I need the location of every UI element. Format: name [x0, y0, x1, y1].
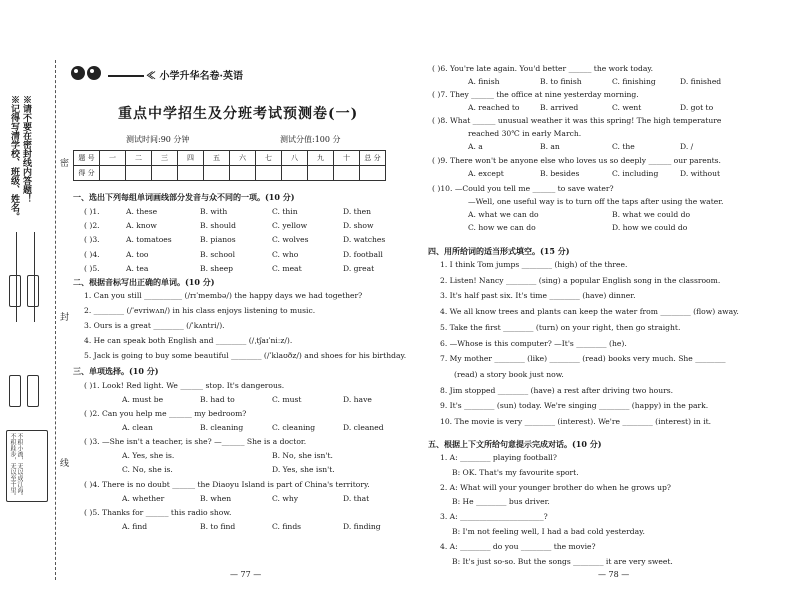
score-table	[73, 150, 386, 181]
score-cell[interactable]	[360, 166, 386, 181]
page-number-left: — 77 —	[230, 570, 262, 579]
section-3-heading: 三、单项选择。(10 分)	[73, 366, 159, 376]
score-cell[interactable]	[230, 166, 256, 181]
q3-option: A. what we can do	[468, 210, 539, 219]
q3-option: B. besides	[540, 169, 580, 178]
q3-option: C. finds	[272, 522, 302, 531]
q4-line: 5. Take the first ________ (turn) on your right, then go straight.	[440, 322, 681, 332]
q1-number: ( )4.	[84, 249, 100, 259]
q3-option: B. when	[200, 494, 232, 503]
section-4-heading: 四、用所给词的适当形式填空。(15 分)	[428, 246, 570, 256]
q1-option-d: D. football	[343, 249, 383, 259]
q3-stem: ( )7. They ______ the office at nine yesterday morning.	[432, 90, 639, 99]
score-header-cell: 七	[256, 151, 282, 166]
section-1-heading: 一、选出下列每组单词画线部分发音与众不同的一项。(10 分)	[73, 192, 295, 202]
q3-option: C. must	[272, 395, 302, 404]
score-header-cell: 十	[334, 151, 360, 166]
q3-option: B. an	[540, 142, 560, 151]
q1-option-c: C. who	[272, 249, 299, 259]
q3-option: C. went	[612, 103, 642, 112]
q5-line: B: I'm not feeling well, I had a bad cold yesterday.	[452, 527, 645, 536]
q3-stem: ( )2. Can you help me ______ my bedroom?	[84, 409, 247, 418]
q1-option-b: B. with	[200, 207, 228, 216]
q3-stem-cont: —Well, one useful way is to turn off the taps after using the water.	[468, 197, 724, 206]
q3-option: B. what we could do	[612, 210, 691, 219]
notice-vertical: ※请不要在密封线内答题！	[21, 95, 31, 203]
page-number-right: — 78 —	[598, 570, 630, 579]
score-row-label: 得 分	[74, 166, 100, 181]
q1-option-b: B. sheep	[200, 263, 234, 273]
q3-stem: ( )8. What ______ unusual weather it was this spring! The high temperature	[432, 116, 722, 125]
q3-option: A. clean	[122, 423, 153, 432]
score-header-cell: 二	[126, 151, 152, 166]
q3-option: D. without	[680, 169, 721, 178]
q4-line: 6. —Whose is this computer? —It's ________ (he).	[440, 338, 627, 348]
field-box-1	[9, 275, 21, 307]
q3-option: D. got to	[680, 103, 714, 112]
exam-score-total: 测试分值:100 分	[280, 135, 341, 144]
q3-option: C. including	[612, 169, 659, 178]
exam-title: 重点中学招生及分班考试预测卷(一)	[118, 106, 359, 122]
q2-line: 3. Ours is a great ________ (/ˈkʌntri/).	[84, 321, 225, 330]
score-cell[interactable]	[178, 166, 204, 181]
q1-option-a: A. know	[126, 221, 157, 231]
q3-option: A. whether	[122, 494, 165, 503]
q2-line: 2. ________ (/ˈevriwʌn/) in his class enjoys listening to music.	[84, 306, 316, 315]
q3-option: A. Yes, she is.	[122, 451, 175, 460]
motto-text: 不积小流，无以成江海。不积跬步，无以至千里。	[9, 433, 23, 499]
score-header-cell: 一	[100, 151, 126, 166]
seal-feng: 封	[60, 313, 70, 323]
q2-line: 5. Jack is going to buy some beautiful ________ (/ˈklaʊðz/) and shoes for his birthday.	[84, 351, 407, 360]
q4-line: 2. Listen! Nancy ________ (sing) a popular English song in the classroom.	[440, 275, 721, 285]
q3-option: C. why	[272, 494, 299, 503]
score-header-cell: 题 号	[74, 151, 100, 166]
q3-option: C. No, she is.	[122, 465, 173, 474]
q3-option: D. that	[343, 494, 370, 503]
q3-option: D. finding	[343, 522, 381, 531]
q3-option: D. finished	[680, 77, 722, 86]
field-box-3	[9, 375, 21, 407]
q3-option: A. finish	[468, 77, 500, 86]
q3-option: B. arrived	[540, 103, 579, 112]
q3-option: B. to finish	[540, 77, 582, 86]
q1-option-d: D. watches	[343, 235, 386, 245]
exam-time: 测试时间:90 分钟	[126, 135, 190, 144]
q4-line: 10. The movie is very ________ (interest). We're ________ (interest) in it.	[440, 417, 712, 426]
score-header-cell: 九	[308, 151, 334, 166]
q3-stem: ( )3. —She isn't a teacher, is she? —______ She is a doctor.	[84, 437, 307, 446]
header-series: ≪ 小学升华名卷·英语	[146, 71, 243, 82]
score-cell[interactable]	[256, 166, 282, 181]
q3-option: A. reached to	[468, 103, 520, 112]
q3-stem: ( )6. You're late again. You'd better ______ the work today.	[432, 64, 654, 73]
score-header-cell: 总 分	[360, 151, 386, 166]
q3-stem: ( )10. —Could you tell me ______ to save water?	[432, 184, 614, 193]
q3-option: A. a	[468, 142, 483, 151]
q3-stem: ( )4. There is no doubt ______ the Diaoyu Island is part of China's territory.	[84, 480, 370, 489]
q3-stem: ( )1. Look! Red light. We ______ stop. It's dangerous.	[84, 381, 285, 390]
seal-mi: 密	[60, 159, 70, 169]
q3-option: C. finishing	[612, 77, 656, 86]
q1-option-a: A. these	[126, 207, 158, 216]
q4-line: 4. We all know trees and plants can keep the water from ________ (flow) away.	[440, 307, 739, 317]
score-cell[interactable]	[126, 166, 152, 181]
q2-line: 4. He can speak both English and ________ (/ˌtʃaɪˈniːz/).	[84, 336, 293, 345]
q4-line: 3. It's half past six. It's time ________ (have) dinner.	[440, 291, 636, 301]
motto-box	[6, 430, 48, 502]
q3-option: D. /	[680, 142, 694, 151]
q1-option-a: A. tea	[126, 263, 149, 273]
q1-option-c: C. thin	[272, 207, 298, 216]
score-header-cell: 八	[282, 151, 308, 166]
q1-option-a: A. too	[126, 249, 149, 259]
q1-option-a: A. tomatoes	[126, 235, 172, 245]
q1-option-b: B. school	[200, 249, 236, 259]
score-cell[interactable]	[308, 166, 334, 181]
q3-stem: ( )9. There won't be anyone else who loves us so deeply ______ our parents.	[432, 156, 721, 165]
q3-option: B. to find	[200, 522, 236, 531]
q1-number: ( )5.	[84, 263, 100, 273]
q4-line: (read) a story book just now.	[454, 369, 564, 379]
q1-option-c: C. wolves	[272, 235, 309, 245]
header-rule	[108, 75, 144, 77]
q3-stem-cont: reached 30℃ in early March.	[468, 129, 582, 138]
q3-option: A. must be	[122, 395, 164, 404]
q1-option-d: D. show	[343, 221, 374, 231]
score-header-cell: 三	[152, 151, 178, 166]
score-header-cell: 五	[204, 151, 230, 166]
q1-number: ( )3.	[84, 235, 100, 245]
q1-option-c: C. yellow	[272, 221, 308, 231]
section-2-heading: 二、根据音标写出正确的单词。(10 分)	[73, 277, 215, 287]
field-box-2	[27, 275, 39, 307]
q3-option: D. Yes, she isn't.	[272, 465, 335, 474]
seal-line	[55, 60, 56, 580]
q1-number: ( )2.	[84, 221, 100, 231]
q3-option: C. how we can do	[468, 223, 536, 232]
score-cell[interactable]	[204, 166, 230, 181]
q5-line: 3. A: ______________________?	[440, 512, 548, 522]
q5-line: B: He ________ bus driver.	[452, 497, 550, 507]
q5-line: 2. A: What will your younger brother do when he grows up?	[440, 482, 671, 492]
q2-line: 1. Can you still __________ (/rɪˈmembə/) the happy days we had together?	[84, 291, 363, 300]
notice2-vertical: ※记得写清学校、班级、姓名。	[9, 95, 19, 221]
q4-line: 9. It's ________ (sun) today. We're singing ________ (happy) in the park.	[440, 401, 709, 411]
q3-option: A. find	[122, 522, 148, 531]
q5-line: B: OK. That's my favourite sport.	[452, 467, 579, 477]
q1-option-d: D. then	[343, 207, 371, 216]
q4-line: 8. Jim stopped ________ (have) a rest after driving two hours.	[440, 385, 674, 395]
q3-stem: ( )5. Thanks for ______ this radio show.	[84, 508, 232, 517]
q3-option: B. had to	[200, 395, 235, 404]
q1-option-b: B. should	[200, 221, 236, 231]
q3-option: A. except	[468, 169, 504, 178]
q3-option: D. cleaned	[343, 423, 384, 432]
score-cell[interactable]	[282, 166, 308, 181]
q5-line: 4. A: ________ do you ________ the movie?	[440, 541, 596, 551]
q1-option-c: C. meat	[272, 263, 302, 273]
section-5-heading: 五、根据上下文所给句意提示完成对话。(10 分)	[428, 439, 602, 449]
score-header-cell: 四	[178, 151, 204, 166]
q4-line: 1. I think Tom jumps ________ (high) of the three.	[440, 260, 628, 269]
q1-number: ( )1.	[84, 207, 100, 216]
q3-option: D. have	[343, 395, 372, 404]
mascot-icon	[68, 62, 108, 84]
field-box-4	[27, 375, 39, 407]
q5-line: 1. A: ________ playing football?	[440, 453, 557, 462]
q3-option: C. cleaning	[272, 423, 316, 432]
q1-option-d: D. great	[343, 263, 375, 273]
q3-option: D. how we could do	[612, 223, 688, 232]
score-cell[interactable]	[100, 166, 126, 181]
q4-line: 7. My mother ________ (like) ________ (read) books very much. She ________	[440, 354, 726, 364]
score-cell[interactable]	[334, 166, 360, 181]
score-header-cell: 六	[230, 151, 256, 166]
q5-line: B: It's just so-so. But the songs ________ it are very sweet.	[452, 556, 673, 566]
q1-option-b: B. pianos	[200, 235, 236, 245]
score-cell[interactable]	[152, 166, 178, 181]
q3-option: B. No, she isn't.	[272, 451, 333, 460]
seal-xian: 线	[60, 459, 70, 469]
q3-option: C. the	[612, 142, 635, 151]
q3-option: B. cleaning	[200, 423, 244, 432]
